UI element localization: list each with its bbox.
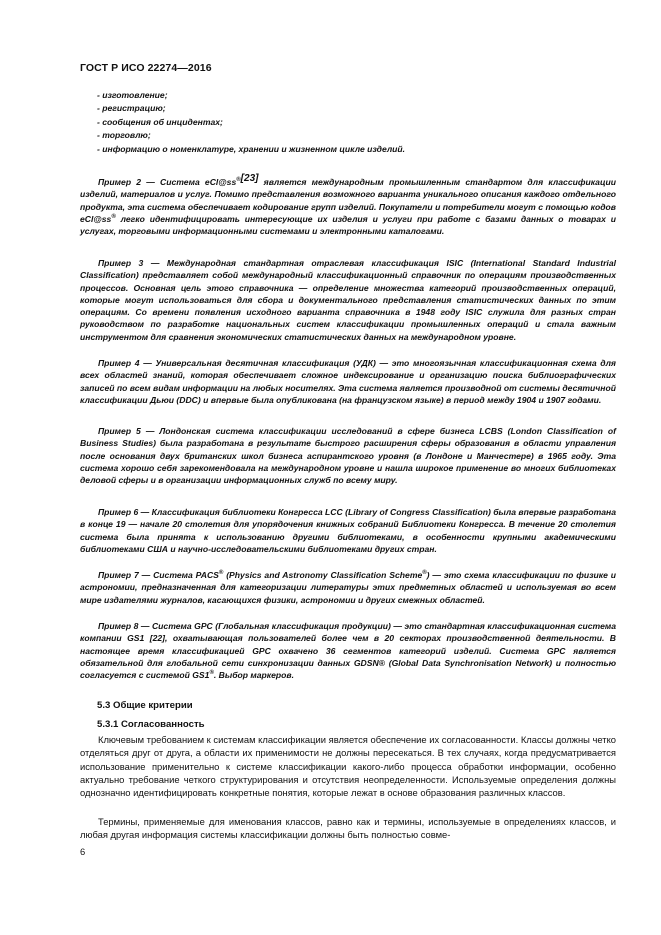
example-2 [80,173,617,237]
example-8-body: Пример 8 — Система GPC (Глобальная классификация продукции) — это стандартная классификационная система компании GS1 [22], охватывающая пользователей более чем в 20 секторах производственной деятельности. В настоящее время классификацией GPC охвачено 36 сегментов категорий изделий. Система GPC является обязательной для глобальной сети синхронизации данных GDSN® (Global Data Synchronisation Network) и полностью согласуется с системой GS1 [80,621,616,681]
section-heading-5-3-1: 5.3.1 Согласованность [97,719,205,730]
registered-mark: ® [218,570,224,577]
example-2-body-cont: легко идентифицировать интересующие их изделия и услуги при работе с базами данных о товарах и услугах, торговыми информационными системами и электронными каталогами. [80,213,616,237]
list-item: - изготовление; [97,90,168,100]
bullet-list [97,89,617,156]
body-paragraph: Ключевым требованием к системам классификации является обеспечение их согласованности. Классы должны четко отделяться друг от друга, а области их применимости не должны пересекаться. В тех случаях, когда предусматривается использование применительно к системе классификации какого-либо процесса обработки информации, особенно актуально требование четкого структурирования и отсутствия неопределенности. Используемые определения должны однозначно идентифицировать конкретные понятия, которые лежат в основе образования различных классов. [80,734,616,799]
example-6: Пример 6 — Классификация библиотеки Конгресса LCC (Library of Congress Classification) была впервые разработана в конце 19 — начале 20 столетия для упорядочения книжных собраний Библиотеки Конгресса. В течение 20 столетия система была принята к использованию другими библиотеками, в особенности крупными академическими библиотеками США и научно-исследовательскими библиотеками других стран. [80,507,616,554]
example-8-body-cont: . Выбор маркеров. [213,670,295,681]
example-2-lead: Пример 2 — Система eCl@ss [98,177,237,187]
example-2-body: является международным промышленным стандартом для классификации изделий, материалов и услуг. Помимо представления возможного варианта уникального описания каждого отдельного продукта, эта система обеспечивает кодирование групп изделий. Покупатели и потребители могут с помощью кодов eCl@ss [80,177,617,224]
example-4: Пример 4 — Универсальная десятичная классификация (УДК) — это многоязычная классификационная схема для всех областей знаний, которая обеспечивает сложное индексирование и организацию поиска библиографических записей по всем видам информации на любых носителях. Эта система является производной от системы десятичной классификации Дьюи (DDC) и впервые была опубликована (на французском языке) в период между 1904 и 1907 годами. [80,358,616,405]
reference-link: [23] [240,173,259,185]
list-item: - торговлю; [97,130,151,141]
example-5: Пример 5 — Лондонская система классификации исследований в сфере бизнеса LCBS (London Classification of Business Studies) была разработана в результате быстрого расширения сферы образования в области управления после основания двух британских школ бизнеса аспирантского уровня (в Лондоне и Манчестере) в 1965 году. Эта система хорошо себя зарекомендовала на международном уровне и нашла широкое применение во многих библиотеках деловой сферы и в организации информационных служб по всему миру. [80,426,616,486]
registered-mark: ® [422,570,427,577]
list-item: - сообщения об инцидентах; [97,116,223,127]
example-7-lead: Пример 7 — Система PACS [98,570,219,580]
example-7-mid: (Physics and Astronomy Classification Scheme [223,570,423,580]
page-number: 6 [80,846,86,857]
body-paragraph: Термины, применяемые для именования классов, равно как и термины, используемые в определениях классов, и любая другая информация системы классификации должны быть полностью совме- [80,816,616,841]
document-header: ГОСТ Р ИСО 22274—2016 [80,62,212,74]
example-8 [80,620,616,681]
list-item: - регистрацию; [97,103,166,114]
registered-mark: ® [209,670,214,677]
registered-mark: ® [236,177,241,184]
section-heading-5-3: 5.3 Общие критерии [97,700,193,711]
example-7 [80,569,616,606]
example-7-body: ) — это схема классификации по физике и астрономии, предназначенная для категоризации литературы этих предметных областей и используемая во всем мире издателями журналов, касающихся физики, астрономии и других смежных областей. [80,570,616,605]
registered-mark: ® [111,214,116,221]
example-3: Пример 3 — Международная стандартная отраслевая классификация ISIC (International Standard Industrial Classification) представляет собой международный классификационный справочник по операциям производственных процессов. Основная цель этого справочника — определение множества категорий производственных операций, которые могут использоваться для сбора и документального представления статистических данных по этим операциям. Со времени появления исходного варианта справочника в 1948 году ISIC служила для разных стран руководством по разработке национальных систем классификации промышленных операций и стала важным инструментом для сравнения экономических статистических данных на международном уровне. [80,258,616,342]
list-item: - информацию о номенклатуре, хранении и жизненном цикле изделий. [97,143,406,154]
